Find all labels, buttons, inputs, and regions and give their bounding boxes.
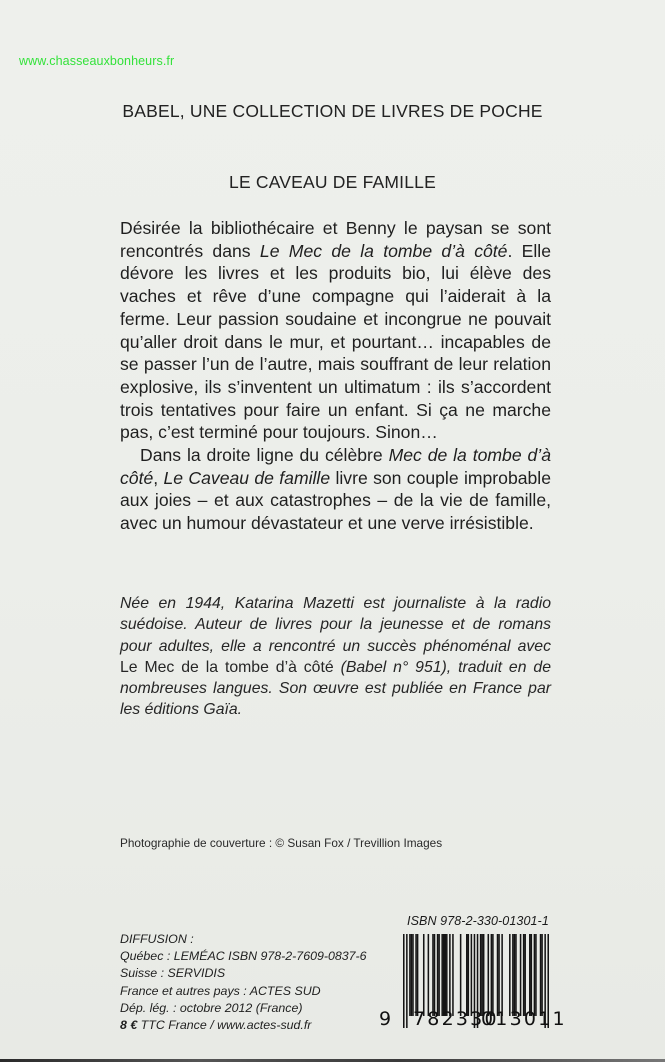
watermark-url[interactable]: www.chasseauxbonheurs.fr [19,54,175,68]
barcode-left-digits: 782330 [413,1008,499,1030]
book-blurb [120,217,551,535]
distribution-info [120,931,367,1034]
book-title: LE CAVEAU DE FAMILLE [229,172,436,192]
price-line [120,1017,367,1034]
blurb-paragraph-1: Désirée la bibliothécaire et Benny le paysan se sont rencontrés dans Le Mec de la tombe d’à côté. Elle dévore les livres et les produits bio, lui élève des vaches et rêve d’une compagne qui l’aiderait à la ferme. Leur passion soudaine et incongrue ne pouvait qu’aller droit dans le mur, et pourtant… incapables de se passer l’un de l’autre, mais souffrant de leur relation explosive, ils s’inventent un ultimatum : ils s’accordent trois tentatives pour faire un enfant. Si ça ne marche pas, c’est terminé pour toujours. Sinon… [120,218,552,443]
collection-heading: BABEL, UNE COLLECTION DE LIVRES DE POCHE [122,101,543,121]
legal-deposit: Dép. lég. : octobre 2012 (France) [120,1000,303,1015]
price: 8 € [120,1018,138,1033]
blurb-paragraph-2: Dans la droite ligne du célèbre Mec de la tombe d’à côté, Le Caveau de famille livre son couple improbable aux joies – et aux catastrophes – de la vie de famille, avec un humour dévastateur et une verve irrésistible. [120,445,551,534]
isbn-label: ISBN 978-2-330-01301-1 [407,914,549,928]
price-detail: TTC France / www.actes-sud.fr [137,1018,312,1033]
diffusion-france: France et autres pays : ACTES SUD [120,983,321,998]
diffusion-heading: DIFFUSION : [120,932,194,946]
photo-credit: Photographie de couverture : © Susan Fox / Trevillion Images [120,836,443,850]
author-bio: Née en 1944, Katarina Mazetti est journaliste à la radio suédoise. Auteur de livres pour la jeunesse et de romans pour adultes, elle a rencontré un succès phénoménal avec Le Mec de la tombe d’à côté (Babel n° 951), traduit en de nombreuses langues. Son œuvre est publiée en France par les éditions Gaïa. [120,595,551,719]
diffusion-quebec: Québec : LEMÉAC ISBN 978-2-7609-0837-6 [120,949,367,964]
barcode-first-digit: 9 [379,1008,394,1030]
diffusion-suisse: Suisse : SERVIDIS [120,966,226,981]
barcode-right-digits: 013011 [481,1008,567,1030]
